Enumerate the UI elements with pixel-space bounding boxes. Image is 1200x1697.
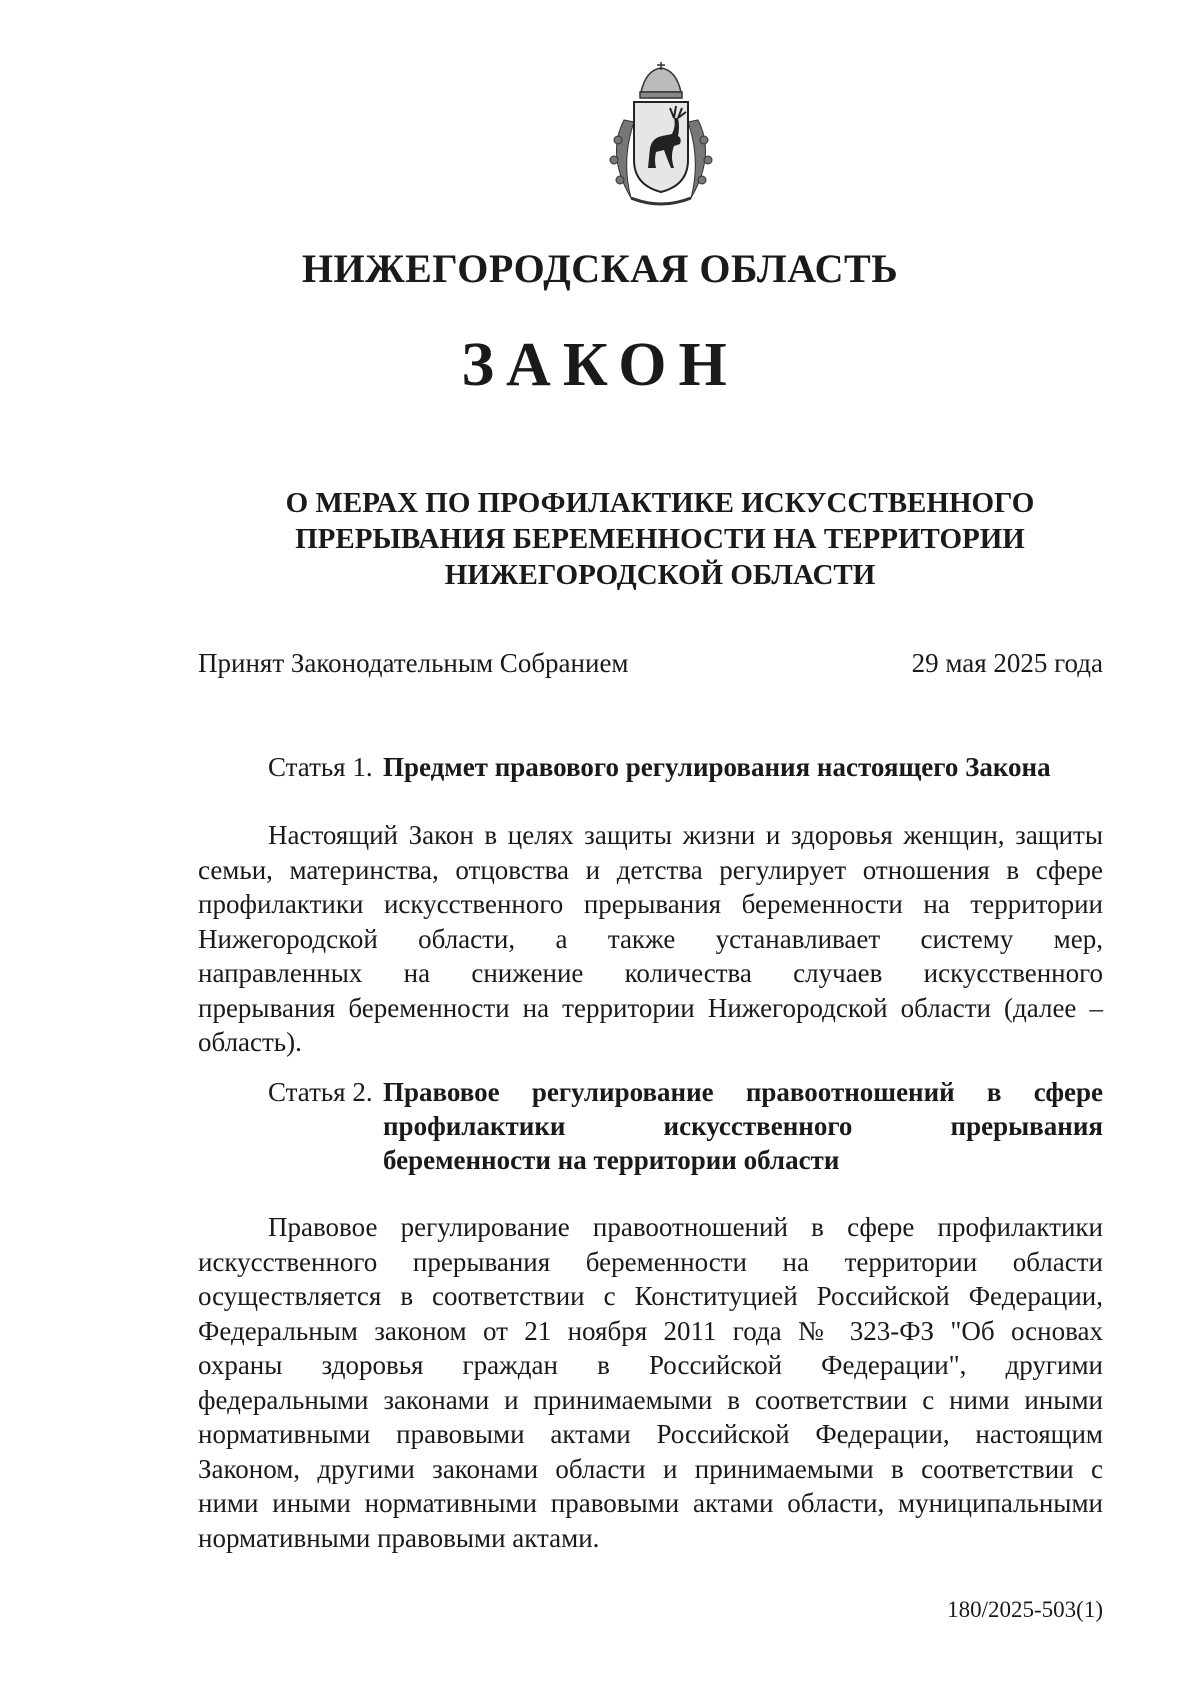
law-title	[200, 485, 1120, 593]
text-line: искусственного прерывания беременности на территории области	[198, 1246, 1103, 1277]
region-name: НИЖЕГОРОДСКАЯ ОБЛАСТЬ	[301, 246, 899, 291]
text-line: Правовое регулирование правоотношений в сфере профилактики	[268, 1212, 1103, 1242]
text-line: ними иными нормативными правовыми актами области, муниципальными	[198, 1488, 1103, 1518]
text-line: нормативными правовыми актами.	[198, 1522, 600, 1553]
text-line: область).	[198, 1027, 302, 1057]
adopted-by: Принят Законодательным Собранием	[198, 648, 629, 678]
text-line: Нижегородской области, а также устанавливает систему мер,	[198, 923, 1103, 954]
coat-of-arms-emblem	[596, 60, 726, 210]
law-title-line: НИЖЕГОРОДСКОЙ ОБЛАСТИ	[444, 559, 876, 591]
document-number: 180/2025-503(1)	[947, 1597, 1103, 1622]
text-line: профилактики искусственного прерывания беременности на территории	[198, 889, 1103, 919]
article-2-text	[198, 1210, 1103, 1555]
heading-line: профилактики искусственного прерывания	[383, 1111, 1103, 1141]
text-line: направленных на снижение количества случаев искусственного	[198, 958, 1103, 988]
heading-line: беременности на территории области	[383, 1145, 840, 1175]
text-line: Федеральным законом от 21 ноября 2011 года № 323-ФЗ "Об основах	[198, 1315, 1103, 1346]
article-1-number: Статья 1.	[268, 752, 373, 782]
law-title-line: ПРЕРЫВАНИЯ БЕРЕМЕННОСТИ НА ТЕРРИТОРИИ	[295, 523, 1025, 555]
document-type: ЗАКОН	[461, 331, 739, 399]
adopted-date: 29 мая 2025 года	[911, 648, 1103, 678]
text-line: охраны здоровья граждан в Российской Федерации", другими	[198, 1350, 1103, 1380]
text-line: осуществляется в соответствии с Конституцией Российской Федерации,	[198, 1281, 1103, 1311]
text-line: нормативными правовыми актами Российской Федерации, настоящим	[198, 1419, 1103, 1449]
article-1-text	[198, 818, 1103, 1060]
article-1-heading: Предмет правового регулирования настоящего Закона	[383, 752, 1051, 782]
text-line: Законом, другими законами области и принимаемыми в соответствии с	[198, 1453, 1103, 1484]
text-line: семьи, материнства, отцовства и детства регулирует отношения в сфере	[198, 854, 1103, 885]
article-2-heading	[383, 1075, 1103, 1177]
law-title-line: О МЕРАХ ПО ПРОФИЛАКТИКЕ ИСКУССТВЕННОГО	[285, 487, 1035, 519]
text-line: федеральными законами и принимаемыми в соответствии с ними иными	[198, 1384, 1103, 1415]
text-line: Настоящий Закон в целях защиты жизни и здоровья женщин, защиты	[268, 820, 1103, 850]
article-2-number: Статья 2.	[268, 1077, 373, 1107]
heading-line: Правовое регулирование правоотношений в сфере	[383, 1077, 1103, 1107]
text-line: прерывания беременности на территории Нижегородской области (далее –	[198, 992, 1103, 1023]
